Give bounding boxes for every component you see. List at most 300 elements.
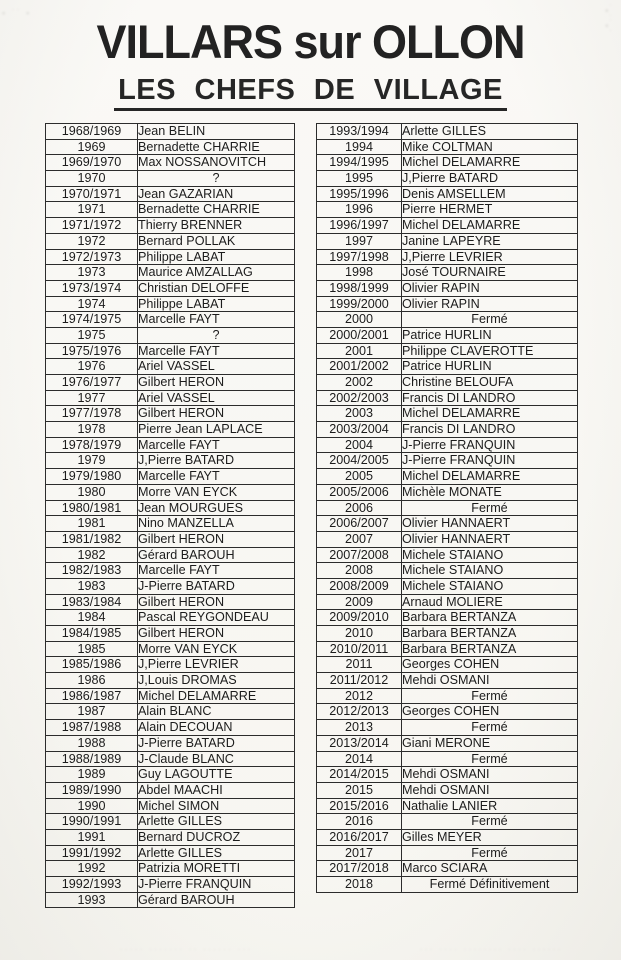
- year-cell: 2012/2013: [317, 704, 402, 720]
- table-row: [46, 641, 295, 657]
- page-subtitle: LES CHEFS DE VILLAGE: [114, 74, 507, 111]
- chief-name-cell: Marcelle FAYT: [138, 437, 295, 453]
- year-cell: 2002: [317, 375, 402, 391]
- year-cell: 1986: [46, 673, 138, 689]
- year-cell: 1982: [46, 547, 138, 563]
- year-cell: 1997: [317, 233, 402, 249]
- year-cell: 1990/1991: [46, 814, 138, 830]
- table-row: [46, 720, 295, 736]
- chief-name-cell: Georges COHEN: [402, 704, 578, 720]
- chief-name-cell: Patrizia MORETTI: [138, 861, 295, 877]
- chief-name-cell: Barbara BERTANZA: [402, 626, 578, 642]
- table-row: [46, 296, 295, 312]
- chief-name-cell: Michèle MONATE: [402, 484, 578, 500]
- table-row: [317, 673, 578, 689]
- table-row: [317, 500, 578, 516]
- year-cell: 1970/1971: [46, 186, 138, 202]
- year-cell: 2015/2016: [317, 798, 402, 814]
- table-row: [317, 861, 578, 877]
- chief-name-cell: Marcelle FAYT: [138, 343, 295, 359]
- year-cell: 1994: [317, 139, 402, 155]
- table-row: [46, 422, 295, 438]
- chief-name-cell: Jean GAZARIAN: [138, 186, 295, 202]
- year-cell: 2009/2010: [317, 610, 402, 626]
- chief-name-cell: J,Pierre LEVRIER: [138, 657, 295, 673]
- year-cell: 1975: [46, 327, 138, 343]
- year-cell: 1985: [46, 641, 138, 657]
- table-row: [317, 359, 578, 375]
- chief-name-cell: Fermé: [402, 688, 578, 704]
- table-row: [317, 139, 578, 155]
- table-row: [317, 296, 578, 312]
- year-cell: 2001/2002: [317, 359, 402, 375]
- chief-name-cell: J-Claude BLANC: [138, 751, 295, 767]
- chief-name-cell: Francis DI LANDRO: [402, 390, 578, 406]
- year-cell: 1997/1998: [317, 249, 402, 265]
- chief-name-cell: Gilles MEYER: [402, 829, 578, 845]
- chief-name-cell: Giani MERONE: [402, 735, 578, 751]
- table-row: [317, 563, 578, 579]
- year-cell: 1975/1976: [46, 343, 138, 359]
- table-row: [46, 610, 295, 626]
- year-cell: 1988: [46, 735, 138, 751]
- chief-name-cell: Arlette GILLES: [138, 845, 295, 861]
- chief-name-cell: Fermé: [402, 500, 578, 516]
- chief-name-cell: Bernadette CHARRIE: [138, 139, 295, 155]
- chief-name-cell: Michel DELAMARRE: [402, 218, 578, 234]
- table-row: [46, 218, 295, 234]
- chief-name-cell: Fermé Définitivement: [402, 877, 578, 893]
- table-row: [317, 312, 578, 328]
- table-row: [46, 767, 295, 783]
- year-cell: 1995: [317, 171, 402, 187]
- chief-name-cell: J-Pierre BATARD: [138, 578, 295, 594]
- year-cell: 1991/1992: [46, 845, 138, 861]
- chief-name-cell: Max NOSSANOVITCH: [138, 155, 295, 171]
- chief-name-cell: Fermé: [402, 814, 578, 830]
- table-row: [317, 186, 578, 202]
- table-row: [46, 124, 295, 140]
- chief-name-cell: Gilbert HERON: [138, 406, 295, 422]
- table-row: [46, 626, 295, 642]
- chief-name-cell: Bernard POLLAK: [138, 233, 295, 249]
- chief-name-cell: Arlette GILLES: [138, 814, 295, 830]
- chief-name-cell: ?: [138, 327, 295, 343]
- chief-name-cell: José TOURNAIRE: [402, 265, 578, 281]
- chief-name-cell: Christian DELOFFE: [138, 280, 295, 296]
- year-cell: 2013/2014: [317, 735, 402, 751]
- year-cell: 2016: [317, 814, 402, 830]
- table-row: [46, 265, 295, 281]
- year-cell: 1971/1972: [46, 218, 138, 234]
- year-cell: 2010/2011: [317, 641, 402, 657]
- year-cell: 1983: [46, 578, 138, 594]
- chief-name-cell: Nathalie LANIER: [402, 798, 578, 814]
- table-row: [317, 453, 578, 469]
- table-row: [46, 845, 295, 861]
- year-cell: 1977: [46, 390, 138, 406]
- chief-name-cell: Pierre HERMET: [402, 202, 578, 218]
- year-cell: 2016/2017: [317, 829, 402, 845]
- chief-name-cell: Pierre Jean LAPLACE: [138, 422, 295, 438]
- table-row: [317, 782, 578, 798]
- chief-name-cell: Patrice HURLIN: [402, 327, 578, 343]
- chief-name-cell: Olivier RAPIN: [402, 296, 578, 312]
- year-cell: 1981: [46, 516, 138, 532]
- year-cell: 1999/2000: [317, 296, 402, 312]
- table-row: [46, 155, 295, 171]
- table-row: [46, 861, 295, 877]
- chief-name-cell: Georges COHEN: [402, 657, 578, 673]
- chief-name-cell: Denis AMSELLEM: [402, 186, 578, 202]
- year-cell: 2007: [317, 531, 402, 547]
- year-cell: 1972/1973: [46, 249, 138, 265]
- year-cell: 1996/1997: [317, 218, 402, 234]
- chief-name-cell: Michele STAIANO: [402, 578, 578, 594]
- year-cell: 2009: [317, 594, 402, 610]
- table-row: [46, 233, 295, 249]
- table-row: [317, 735, 578, 751]
- year-cell: 1979/1980: [46, 469, 138, 485]
- year-cell: 2017/2018: [317, 861, 402, 877]
- chief-name-cell: Michel DELAMARRE: [138, 688, 295, 704]
- chief-name-cell: Olivier RAPIN: [402, 280, 578, 296]
- table-row: [317, 218, 578, 234]
- year-cell: 2006/2007: [317, 516, 402, 532]
- chief-name-cell: J-Pierre BATARD: [138, 735, 295, 751]
- table-row: [317, 422, 578, 438]
- table-row: [317, 343, 578, 359]
- year-cell: 2004/2005: [317, 453, 402, 469]
- table-row: [46, 829, 295, 845]
- chief-name-cell: Arlette GILLES: [402, 124, 578, 140]
- year-cell: 1973: [46, 265, 138, 281]
- year-cell: 1974/1975: [46, 312, 138, 328]
- year-cell: 1974: [46, 296, 138, 312]
- year-cell: 2011/2012: [317, 673, 402, 689]
- year-cell: 1983/1984: [46, 594, 138, 610]
- table-row: [46, 139, 295, 155]
- year-cell: 1972: [46, 233, 138, 249]
- chief-name-cell: Fermé: [402, 720, 578, 736]
- chief-name-cell: Nino MANZELLA: [138, 516, 295, 532]
- table-row: [317, 171, 578, 187]
- table-row: [46, 657, 295, 673]
- year-cell: 1992/1993: [46, 877, 138, 893]
- chief-name-cell: Michel DELAMARRE: [402, 155, 578, 171]
- table-row: [46, 594, 295, 610]
- table-row: [317, 406, 578, 422]
- table-row: [46, 375, 295, 391]
- year-cell: 2017: [317, 845, 402, 861]
- chief-name-cell: Gilbert HERON: [138, 531, 295, 547]
- table-row: [317, 610, 578, 626]
- year-cell: 1992: [46, 861, 138, 877]
- chief-name-cell: Marcelle FAYT: [138, 312, 295, 328]
- chief-name-cell: Olivier HANNAERT: [402, 516, 578, 532]
- table-row: [317, 814, 578, 830]
- table-row: [46, 578, 295, 594]
- year-cell: 1998/1999: [317, 280, 402, 296]
- table-row: [317, 845, 578, 861]
- table-row: [317, 437, 578, 453]
- chief-name-cell: Michel DELAMARRE: [402, 406, 578, 422]
- year-cell: 2011: [317, 657, 402, 673]
- chief-name-cell: Michele STAIANO: [402, 563, 578, 579]
- table-row: [317, 547, 578, 563]
- year-cell: 1978: [46, 422, 138, 438]
- table-row: [46, 186, 295, 202]
- year-cell: 2012: [317, 688, 402, 704]
- year-cell: 1980/1981: [46, 500, 138, 516]
- chief-name-cell: Mike COLTMAN: [402, 139, 578, 155]
- chief-name-cell: Gilbert HERON: [138, 375, 295, 391]
- chief-name-cell: Fermé: [402, 751, 578, 767]
- table-row: [317, 578, 578, 594]
- table-row: [317, 280, 578, 296]
- year-cell: 1969/1970: [46, 155, 138, 171]
- year-cell: 1982/1983: [46, 563, 138, 579]
- year-cell: 1981/1982: [46, 531, 138, 547]
- chief-name-cell: Michel DELAMARRE: [402, 469, 578, 485]
- table-row: [317, 626, 578, 642]
- year-cell: 1987: [46, 704, 138, 720]
- year-cell: 1976/1977: [46, 375, 138, 391]
- page-title: VILLARS sur OLLON: [96, 14, 525, 69]
- table-row: [317, 484, 578, 500]
- year-cell: 2008: [317, 563, 402, 579]
- chief-name-cell: Gérard BAROUH: [138, 892, 295, 908]
- table-row: [317, 390, 578, 406]
- table-row: [46, 312, 295, 328]
- table-row: [46, 171, 295, 187]
- table-row: [46, 500, 295, 516]
- chief-name-cell: Morre VAN EYCK: [138, 641, 295, 657]
- year-cell: 2002/2003: [317, 390, 402, 406]
- year-cell: 2005/2006: [317, 484, 402, 500]
- year-cell: 1971: [46, 202, 138, 218]
- chief-name-cell: Bernadette CHARRIE: [138, 202, 295, 218]
- chief-name-cell: Maurice AMZALLAG: [138, 265, 295, 281]
- chief-name-cell: Alain BLANC: [138, 704, 295, 720]
- chief-name-cell: Jean BELIN: [138, 124, 295, 140]
- chief-name-cell: Thierry BRENNER: [138, 218, 295, 234]
- year-cell: 1989/1990: [46, 782, 138, 798]
- table-row: [46, 735, 295, 751]
- chief-name-cell: Gilbert HERON: [138, 594, 295, 610]
- chief-name-cell: Alain DECOUAN: [138, 720, 295, 736]
- year-cell: 1993: [46, 892, 138, 908]
- scan-artifact: ˙▪˙˙▪˙: [602, 4, 612, 35]
- table-row: [317, 375, 578, 391]
- year-cell: 2006: [317, 500, 402, 516]
- year-cell: 2008/2009: [317, 578, 402, 594]
- year-cell: 1993/1994: [317, 124, 402, 140]
- table-row: [317, 767, 578, 783]
- table-row: [46, 547, 295, 563]
- year-cell: 1989: [46, 767, 138, 783]
- year-cell: 1969: [46, 139, 138, 155]
- chief-name-cell: Marcelle FAYT: [138, 563, 295, 579]
- year-cell: 1970: [46, 171, 138, 187]
- table-row: [46, 390, 295, 406]
- table-row: [46, 751, 295, 767]
- table-row: [46, 202, 295, 218]
- chiefs-table-left: [45, 123, 295, 908]
- table-row: [46, 892, 295, 908]
- table-row: [46, 531, 295, 547]
- table-row: [317, 877, 578, 893]
- year-cell: 2007/2008: [317, 547, 402, 563]
- chief-name-cell: Fermé: [402, 845, 578, 861]
- chief-name-cell: Gérard BAROUH: [138, 547, 295, 563]
- year-cell: 1984: [46, 610, 138, 626]
- chief-name-cell: Philippe CLAVEROTTE: [402, 343, 578, 359]
- chief-name-cell: Mehdi OSMANI: [402, 673, 578, 689]
- year-cell: 1980: [46, 484, 138, 500]
- table-row: [46, 877, 295, 893]
- year-cell: 2014/2015: [317, 767, 402, 783]
- table-row: [317, 720, 578, 736]
- chief-name-cell: Christine BELOUFA: [402, 375, 578, 391]
- table-row: [317, 829, 578, 845]
- table-row: [46, 798, 295, 814]
- table-row: [317, 704, 578, 720]
- table-row: [317, 516, 578, 532]
- scan-artifact: ˙˙˙˙˙˙ ˙˙˙˙ ˙˙˙˙˙˙˙˙ ˙˙˙˙ ˙˙˙: [417, 941, 560, 951]
- year-cell: 1996: [317, 202, 402, 218]
- table-row: [46, 453, 295, 469]
- table-row: [317, 249, 578, 265]
- chief-name-cell: Pascal REYGONDEAU: [138, 610, 295, 626]
- year-cell: 2000/2001: [317, 327, 402, 343]
- chief-name-cell: J,Pierre LEVRIER: [402, 249, 578, 265]
- chief-name-cell: Michel SIMON: [138, 798, 295, 814]
- year-cell: 2000: [317, 312, 402, 328]
- table-row: [46, 814, 295, 830]
- table-row: [317, 594, 578, 610]
- year-cell: 2010: [317, 626, 402, 642]
- table-row: [46, 359, 295, 375]
- year-cell: 1973/1974: [46, 280, 138, 296]
- year-cell: 1977/1978: [46, 406, 138, 422]
- chief-name-cell: Michele STAIANO: [402, 547, 578, 563]
- year-cell: 2001: [317, 343, 402, 359]
- table-row: [46, 704, 295, 720]
- chief-name-cell: Fermé: [402, 312, 578, 328]
- table-row: [46, 673, 295, 689]
- table-row: [317, 657, 578, 673]
- table-row: [46, 437, 295, 453]
- table-row: [46, 484, 295, 500]
- page-subtitle-wrap: [0, 74, 621, 111]
- year-cell: 2003: [317, 406, 402, 422]
- chief-name-cell: Ariel VASSEL: [138, 359, 295, 375]
- year-cell: 1976: [46, 359, 138, 375]
- chief-name-cell: Marco SCIARA: [402, 861, 578, 877]
- table-row: [317, 233, 578, 249]
- chief-name-cell: Bernard DUCROZ: [138, 829, 295, 845]
- year-cell: 2003/2004: [317, 422, 402, 438]
- chief-name-cell: J-Pierre FRANQUIN: [402, 453, 578, 469]
- scan-artifact: ˙˙˙ ˙˙˙˙˙˙ ˙˙ ˙˙˙˙˙˙˙ ˙˙˙˙˙: [117, 941, 250, 951]
- table-row: [317, 155, 578, 171]
- year-cell: 2004: [317, 437, 402, 453]
- chief-name-cell: Mehdi OSMANI: [402, 782, 578, 798]
- table-row: [317, 798, 578, 814]
- table-row: [317, 124, 578, 140]
- year-cell: 2014: [317, 751, 402, 767]
- chief-name-cell: Ariel VASSEL: [138, 390, 295, 406]
- chief-name-cell: Mehdi OSMANI: [402, 767, 578, 783]
- year-cell: 1990: [46, 798, 138, 814]
- chief-name-cell: Janine LAPEYRE: [402, 233, 578, 249]
- table-row: [46, 469, 295, 485]
- year-cell: 1987/1988: [46, 720, 138, 736]
- table-row: [317, 641, 578, 657]
- year-cell: 2013: [317, 720, 402, 736]
- year-cell: 1984/1985: [46, 626, 138, 642]
- year-cell: 1988/1989: [46, 751, 138, 767]
- year-cell: 1985/1986: [46, 657, 138, 673]
- table-row: [317, 531, 578, 547]
- table-row: [46, 343, 295, 359]
- chief-name-cell: Guy LAGOUTTE: [138, 767, 295, 783]
- chief-name-cell: Marcelle FAYT: [138, 469, 295, 485]
- year-cell: 1978/1979: [46, 437, 138, 453]
- chief-name-cell: Barbara BERTANZA: [402, 641, 578, 657]
- chief-name-cell: Olivier HANNAERT: [402, 531, 578, 547]
- chief-name-cell: Philippe LABAT: [138, 249, 295, 265]
- table-row: [46, 249, 295, 265]
- table-row: [46, 688, 295, 704]
- table-row: [46, 327, 295, 343]
- table-row: [317, 751, 578, 767]
- chief-name-cell: Philippe LABAT: [138, 296, 295, 312]
- table-row: [317, 688, 578, 704]
- chief-name-cell: J-Pierre FRANQUIN: [138, 877, 295, 893]
- table-row: [46, 782, 295, 798]
- chiefs-table-right: [316, 123, 578, 893]
- chief-name-cell: Abdel MAACHI: [138, 782, 295, 798]
- table-row: [317, 469, 578, 485]
- table-row: [46, 406, 295, 422]
- chief-name-cell: Jean MOURGUES: [138, 500, 295, 516]
- chief-name-cell: J,Pierre BATARD: [402, 171, 578, 187]
- table-row: [317, 265, 578, 281]
- chief-name-cell: Morre VAN EYCK: [138, 484, 295, 500]
- chief-name-cell: Patrice HURLIN: [402, 359, 578, 375]
- year-cell: 1991: [46, 829, 138, 845]
- table-row: [46, 280, 295, 296]
- table-row: [317, 327, 578, 343]
- chief-name-cell: Francis DI LANDRO: [402, 422, 578, 438]
- year-cell: 2015: [317, 782, 402, 798]
- year-cell: 1995/1996: [317, 186, 402, 202]
- table-row: [46, 516, 295, 532]
- year-cell: 1998: [317, 265, 402, 281]
- chief-name-cell: J-Pierre FRANQUIN: [402, 437, 578, 453]
- chief-name-cell: J,Pierre BATARD: [138, 453, 295, 469]
- year-cell: 1979: [46, 453, 138, 469]
- scan-artifact: ▪ ˙˙ ▪: [2, 8, 32, 18]
- year-cell: 1986/1987: [46, 688, 138, 704]
- chief-name-cell: ?: [138, 171, 295, 187]
- year-cell: 1968/1969: [46, 124, 138, 140]
- table-row: [317, 202, 578, 218]
- year-cell: 2018: [317, 877, 402, 893]
- chief-name-cell: J,Louis DROMAS: [138, 673, 295, 689]
